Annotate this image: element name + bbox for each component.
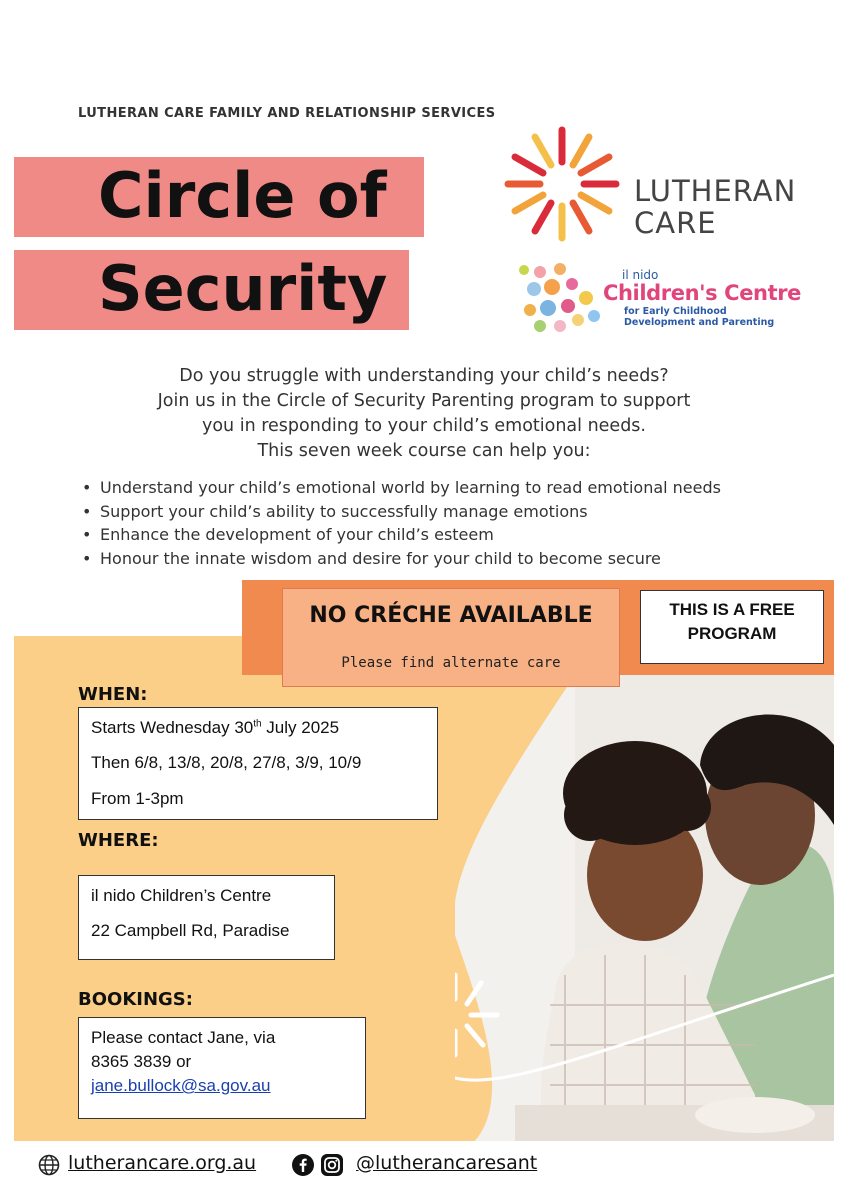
bookings-phone: 8365 3839 or	[91, 1052, 192, 1071]
bookings-label: BOOKINGS:	[78, 989, 193, 1010]
lutheran-care-logo-icon	[500, 122, 624, 246]
where-address: 22 Campbell Rd, Paradise	[91, 921, 290, 940]
facebook-icon[interactable]	[292, 1154, 314, 1176]
intro-line-1: Do you struggle with understanding your child’s needs?	[179, 366, 669, 386]
benefit-item: • Enhance the development of your child’s esteem	[78, 523, 818, 547]
when-start: Starts Wednesday 30th July 2025	[91, 718, 340, 737]
benefit-item: • Support your child’s ability to successfully manage emotions	[78, 500, 818, 524]
il-nido-small-text: il nido	[622, 268, 659, 282]
intro-text	[100, 364, 748, 464]
bookings-box	[78, 1017, 366, 1119]
when-time: From 1-3pm	[91, 789, 184, 808]
bookings-contact: Please contact Jane, via	[91, 1028, 276, 1047]
page-title-line-1: Circle of	[98, 159, 387, 232]
creche-title: NO CRÉCHE AVAILABLE	[309, 603, 593, 628]
benefits-list	[78, 476, 818, 570]
il-nido-tagline-2: Development and Parenting	[624, 317, 775, 328]
where-venue: il nido Children’s Centre	[91, 886, 272, 905]
mother-child-photo	[455, 675, 834, 1141]
il-nido-dots-icon	[516, 262, 602, 334]
bookings-email-link[interactable]: jane.bullock@sa.gov.au	[91, 1076, 271, 1095]
benefit-item: • Honour the innate wisdom and desire for your child to become secure	[78, 547, 818, 571]
free-line-1: THIS IS A FREE	[669, 600, 795, 619]
page-title-line-2: Security	[98, 252, 388, 325]
social-handle-link[interactable]: @lutherancaresant	[356, 1152, 538, 1174]
when-label: WHEN:	[78, 684, 148, 705]
intro-line-3: you in responding to your child’s emotional needs.	[201, 416, 646, 436]
when-dates: Then 6/8, 13/8, 20/8, 27/8, 3/9, 10/9	[91, 753, 362, 772]
instagram-icon[interactable]	[321, 1154, 343, 1176]
globe-icon	[38, 1154, 60, 1176]
free-program-box	[640, 590, 824, 664]
lutheran-logo-line-2: CARE	[634, 206, 717, 240]
intro-line-2: Join us in the Circle of Security Parenting program to support	[157, 391, 691, 411]
lutheran-logo-line-1: LUTHERAN	[634, 174, 797, 208]
il-nido-tagline-1: for Early Childhood	[624, 306, 727, 317]
intro-line-4: This seven week course can help you:	[257, 441, 591, 461]
when-box	[78, 707, 438, 820]
organisation-name: LUTHERAN CARE FAMILY AND RELATIONSHIP SERVICES	[78, 106, 496, 121]
benefit-item: • Understand your child’s emotional world by learning to read emotional needs	[78, 476, 818, 500]
where-label: WHERE:	[78, 830, 159, 851]
free-line-2: PROGRAM	[687, 624, 777, 643]
creche-subtitle: Please find alternate care	[341, 655, 561, 671]
il-nido-name: Children's Centre	[603, 281, 802, 305]
website-link[interactable]: lutherancare.org.au	[68, 1152, 257, 1174]
no-creche-notice	[282, 588, 620, 687]
where-box	[78, 875, 335, 960]
